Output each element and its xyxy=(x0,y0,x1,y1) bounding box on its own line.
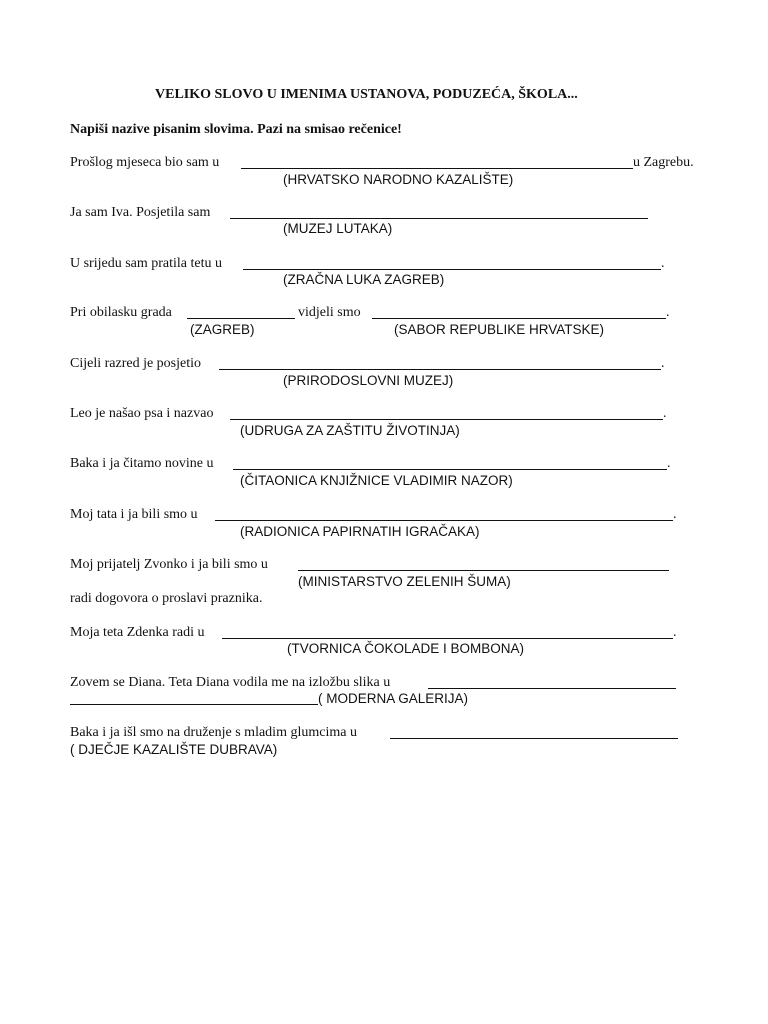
sentence-3-end: . xyxy=(661,256,665,271)
hint-8: (RADIONICA PAPIRNATIH IGRAČAKA) xyxy=(240,524,480,539)
sentence-5: Cijeli razred je posjetio xyxy=(70,356,202,371)
sentence-6-end: . xyxy=(663,406,667,421)
sentence-11: Zovem se Diana. Teta Diana vodila me na izložbu slika u xyxy=(70,675,391,690)
answer-blank-11b[interactable] xyxy=(70,704,318,705)
sentence-8: Moj tata i ja bili smo u xyxy=(70,507,198,522)
hint-6: (UDRUGA ZA ZAŠTITU ŽIVOTINJA) xyxy=(240,423,460,438)
answer-blank-4a[interactable] xyxy=(187,318,295,319)
answer-blank-7[interactable] xyxy=(233,469,667,470)
sentence-3: U srijedu sam pratila tetu u xyxy=(70,256,223,271)
sentence-1-end: u Zagrebu. xyxy=(633,155,694,170)
hint-7: (ČITAONICA KNJIŽNICE VLADIMIR NAZOR) xyxy=(240,473,513,488)
hint-9: (MINISTARSTVO ZELENIH ŠUMA) xyxy=(298,574,511,589)
answer-blank-4b[interactable] xyxy=(372,318,666,319)
sentence-7: Baka i ja čitamo novine u xyxy=(70,456,214,471)
sentence-1: Prošlog mjeseca bio sam u xyxy=(70,155,220,170)
instruction: Napiši nazive pisanim slovima. Pazi na smisao rečenice! xyxy=(70,122,402,137)
sentence-9: Moj prijatelj Zvonko i ja bili smo u xyxy=(70,557,268,572)
answer-blank-3[interactable] xyxy=(243,269,661,270)
hint-5: (PRIRODOSLOVNI MUZEJ) xyxy=(283,373,454,388)
sentence-6: Leo je našao psa i nazvao xyxy=(70,406,214,421)
sentence-5-end: . xyxy=(661,356,665,371)
sentence-4-end: . xyxy=(666,305,670,320)
hint-12: ( DJEČJE KAZALIŠTE DUBRAVA) xyxy=(70,742,278,757)
answer-blank-9[interactable] xyxy=(298,570,669,571)
hint-4b: (SABOR REPUBLIKE HRVATSKE) xyxy=(394,322,605,337)
sentence-4-mid: vidjeli smo xyxy=(298,305,361,320)
sentence-2: Ja sam Iva. Posjetila sam xyxy=(70,205,211,220)
hint-1: (HRVATSKO NARODNO KAZALIŠTE) xyxy=(283,172,514,187)
hint-11: ( MODERNA GALERIJA) xyxy=(318,691,469,706)
hint-4a: (ZAGREB) xyxy=(190,322,255,337)
sentence-10-end: . xyxy=(673,625,677,640)
answer-blank-11a[interactable] xyxy=(428,688,676,689)
answer-blank-10[interactable] xyxy=(222,638,673,639)
answer-blank-12[interactable] xyxy=(390,738,678,739)
answer-blank-1[interactable] xyxy=(241,168,633,169)
sentence-10: Moja teta Zdenka radi u xyxy=(70,625,205,640)
hint-10: (TVORNICA ČOKOLADE I BOMBONA) xyxy=(287,641,525,656)
answer-blank-5[interactable] xyxy=(219,369,661,370)
hint-3: (ZRAČNA LUKA ZAGREB) xyxy=(283,272,445,287)
sentence-7-end: . xyxy=(667,456,671,471)
sentence-4: Pri obilasku grada xyxy=(70,305,172,320)
answer-blank-2[interactable] xyxy=(230,218,648,219)
sentence-8-end: . xyxy=(673,507,677,522)
sentence-9-continuation: radi dogovora o proslavi praznika. xyxy=(70,591,263,606)
worksheet-title: VELIKO SLOVO U IMENIMA USTANOVA, PODUZEĆA, ŠKOLA... xyxy=(155,87,578,102)
hint-2: (MUZEJ LUTAKA) xyxy=(283,221,393,236)
answer-blank-6[interactable] xyxy=(230,419,663,420)
sentence-12: Baka i ja išl smo na druženje s mladim glumcima u xyxy=(70,725,357,740)
answer-blank-8[interactable] xyxy=(215,520,673,521)
